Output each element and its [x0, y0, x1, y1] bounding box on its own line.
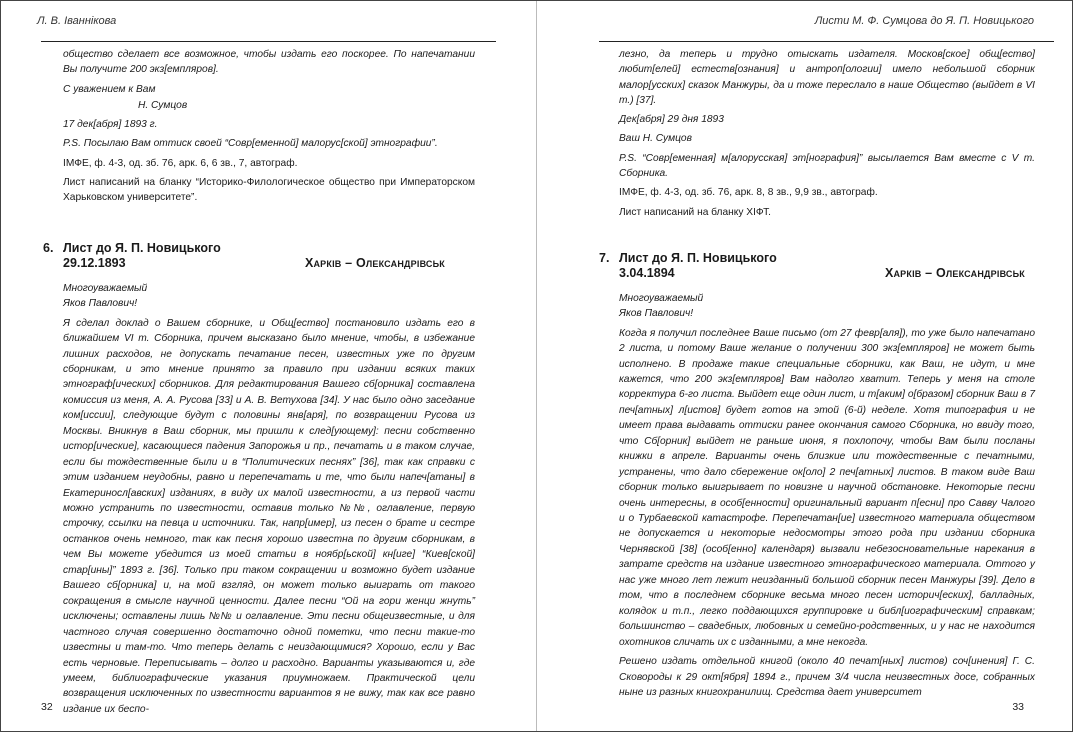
- left-date-line: 17 дек[абря] 1893 г.: [63, 119, 158, 131]
- right-date-line: Дек[абря] 29 дня 1893: [619, 114, 724, 126]
- right-running-head: Листи М. Ф. Сумцова до Я. П. Новицького: [814, 15, 1034, 27]
- right-archive-reference: ІМФЕ, ф. 4-3, од. зб. 76, арк. 8, 8 зв., 9,9 зв., автограф.: [619, 187, 878, 199]
- left-closing: С уважением к Вам: [63, 83, 156, 95]
- letter-6-salutation-2: Яков Павлович!: [63, 298, 138, 310]
- letter-6-body: [63, 281, 475, 721]
- letter-7-place: Харків – Олександрівськ: [884, 266, 1025, 280]
- right-postscript: P.S. “Совр[еменная] м[алорусская] эт[нография]” высылается Вам вместе с V т. Сборника.: [619, 152, 1035, 180]
- letter-7-heading: [599, 251, 1025, 281]
- right-top-block: [619, 47, 1035, 224]
- left-archive-reference: ІМФЕ, ф. 4-3, од. зб. 76, арк. 6, 6 зв., 7, автограф.: [63, 157, 298, 169]
- right-page: [537, 1, 1072, 731]
- letter-6-title: Лист до Я. П. Новицького: [63, 241, 221, 255]
- letter-7-salutation-1: Многоуважаемый: [619, 293, 704, 304]
- letter-6-text: Я сделал доклад о Вашем сборнике, и Общ[ество] постановило издать его в ближайшем VI т. Сборника, причем высказано было мнение, чтобы, в избежание лишних расходов, не допускать печатание песен, известных уже по другим сборникам, и это мнение принято за правило при издании всяких таких этнограф[ических] сборников. Для редактирования Вашего сб[орника] составлена комиссия из меня, А. А. Русова [33] и А. В. Ветухова [34]. У нас было одно заседание ком[иссии], следующие будут с половины янв[аря], по возвращении Русова из Москвы. Вникнув в Ваш сборник, мы пришли к след[ующему]: песни собственно истор[ические], касающиеся падения Запорожья и пр., печатать и в таком случае, если бы тождественные были и в “Политических песнях” [36], так как справки с этим изданием неудобны, равно и перепечатать и те, что были напеч[атаны] в Екатериносл[авских] изданиях, в виду их малой известности, а из первой части можно устранить по известности, оставив только №№, оглавление, первую строчку, ссылки на певца и источники. Так, напр[имер], из песен о брате и сестре останков очень немного, так как песня хорошо известна по другим сборникам, в чем Вы можете убедится из моей статьи в ноябр[ьской] кн[иге] “Киев[ской] стар[ины]” 1893 г. [36]. Только при таком сокращении и возможно будет издание Вашего сб[орника] и, на мой взгляд, он может только выиграть от такого сокращения в смысле научной ценности. Далее песни “Ой на гори женци жнуть” исключены; оставлены лишь №№ и оглавление. Эти песни общеизвестные, и для частного случая совершенно достаточно одной пометки, что песни такие-то известны и там-то. Что теперь делать с неиздающимися? Хорошо, если у Вас есть черновые. Переписывать – долго и расходно. Варианты указываются и, где умеем, библиографические указания приумножаем. Практической цели возвращения исключенных по известности вариантов я не вижу, так как все равно издание их беспо-: [63, 317, 475, 715]
- left-letterhead-note: Лист написаний на бланку “Историко-Филологическое общество при Императорском Харьковском университете”.: [63, 177, 475, 204]
- left-running-head: Л. В. Іваннікова: [37, 15, 117, 27]
- letter-6-heading: [43, 241, 463, 271]
- left-postscript: P.S. Посылаю Вам оттиск своей “Совр[еменной] малорус[ской] этнографии”.: [63, 138, 438, 150]
- right-continued-paragraph: лезно, да теперь и трудно отыскать издателя. Москов[ское] общ[ество] любит[елей] естеств[ознания] и антроп[ологии] имело небольшой сборник малор[усских] сказок Манжуры, да и тоже переслало в наше Общество (выйдет в VI т.) [37].: [619, 49, 1035, 106]
- letter-7-title: Лист до Я. П. Новицького: [619, 251, 777, 265]
- right-signature: Ваш Н. Сумцов: [619, 133, 692, 145]
- left-continued-paragraph: общество сделает все возможное, чтобы издать его поскорее. По напечатании Вы получите 200 экз[емпляров].: [63, 49, 475, 76]
- right-page-number: 33: [1012, 701, 1024, 713]
- letter-7-text: Когда я получил последнее Ваше письмо (от 27 февр[аля]), то уже было напечатано 2 листа, и потому Ваше желание о получении 300 экз[емпляров] не может быть исполнено. В продаже такие специальные сборники, как Ваш, не идут, и мне кажется, что 200 экз[емпляров] Вам надолго хватит. Теперь у меня на столе корректура 6-го листа. Выйдет еще один лист, и т[аким] о[бразом] сборник Ваш в 7 печ[атных] л[истов] будет готов на этой (6-й) неделе. Хотя типография и не имеет права выдавать оттиски ранее окончания самого Сборника, но ввиду того, что Сб[орник] выйдет не раньше июня, я похлопочу, чтобы Вам были посланы книжки в апреле. Варианты очень близкие или тождественные с печатными, устранены, что дало сбережение ок[оло] 2 печ[атных] листов. В таком виде Ваш сборник только выигрывает по новизне и научной обстановке. Некоторые песни очень интересны, в особ[енности] оригинальный вариант п[есни] про Савву Чалого и о Турбаевской катастрофе. Перепечатан[ие] известного материала обществом не допускается и некоторые недосмотры этого рода при издании сборника Чернявской [38] (особ[енно] календаря) вызвали небезосновательные нарекания в затрате средств на издание известного этнографического материала. Оттого у нас уже много лет лежит неизданный большой сборник песен Манжуры [39]. Дело в том, что в последнем сборнике весьма много песен историч[еских], балладных, колядок и т.п., легко поддающихся группировке и библ[иографическим] справкам; большинство – свадебных, любовных и семейно-родственных, и у нас не находится охотников сличать их с изданными, а мне некогда.: [619, 327, 1035, 648]
- left-header-rule: [41, 41, 496, 42]
- letter-7-number: 7.: [599, 251, 610, 265]
- letter-7-date: 3.04.1894: [619, 266, 675, 280]
- left-page: [1, 1, 536, 731]
- letter-7-salutation-2: Яков Павлович!: [619, 308, 694, 320]
- left-page-number: 32: [41, 701, 53, 713]
- letter-7-body: [619, 291, 1035, 704]
- letter-6-date: 29.12.1893: [63, 256, 126, 270]
- letter-6-number: 6.: [43, 241, 54, 255]
- left-top-block: [63, 47, 475, 210]
- letter-6-place: Харків – Олександрівськ: [304, 256, 445, 270]
- letter-7-text-continued: Решено издать отдельной книгой (около 40 печат[ных] листов) соч[инения] Г. С. Сковороды к 29 окт[ября] 1894 г., причем 3/4 числа неизвестных досе, собранных ныне из разных книгохранилищ. Средства дает университет: [619, 656, 1035, 699]
- left-signature: Н. Сумцов: [138, 99, 188, 111]
- letter-6-salutation-1: Многоуважаемый: [63, 283, 148, 294]
- right-letterhead-note: Лист написаний на бланку ХІФТ.: [619, 206, 772, 218]
- right-header-rule: [599, 41, 1054, 42]
